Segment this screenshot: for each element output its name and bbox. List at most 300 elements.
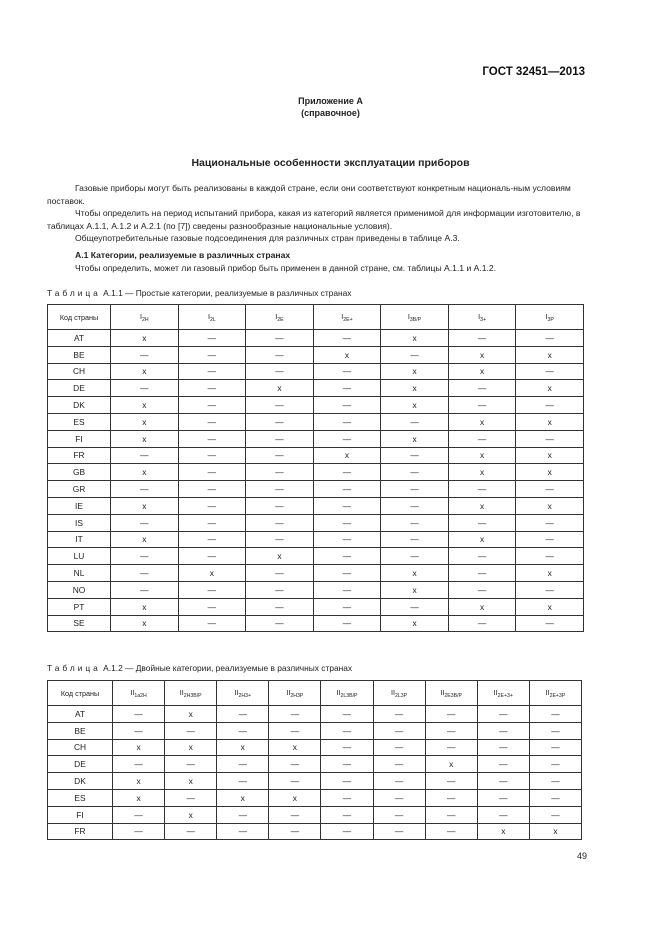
country-code: CH: [48, 739, 113, 756]
category-cell: x: [246, 548, 314, 565]
category-cell: —: [425, 773, 477, 790]
category-main: II: [179, 687, 184, 697]
country-code: FR: [48, 823, 113, 840]
category-subscript: 2E3B/P: [444, 692, 462, 699]
column-header: [113, 681, 165, 706]
category-subscript: 2H3B/P: [183, 692, 202, 699]
paragraph: Общеупотребительные газовые подсоединения для различных стран приведены в таблице А.3.: [75, 233, 460, 243]
category-cell: —: [516, 615, 584, 632]
category-main: II: [493, 687, 498, 697]
category-cell: —: [246, 581, 314, 598]
category-cell: x: [178, 565, 246, 582]
table-row: [48, 789, 582, 806]
country-code: BE: [48, 722, 113, 739]
appendix-heading: [0, 95, 661, 119]
category-cell: —: [477, 756, 529, 773]
category-main: I: [275, 311, 278, 321]
standard-number: ГОСТ 32451—2013: [482, 66, 585, 78]
category-cell: —: [269, 706, 321, 723]
table-row: [48, 581, 584, 598]
category-cell: —: [246, 514, 314, 531]
category-cell: —: [381, 464, 449, 481]
category-cell: —: [477, 706, 529, 723]
category-cell: —: [178, 447, 246, 464]
column-header: [516, 305, 584, 330]
category-subscript: 3B/P: [409, 316, 422, 323]
category-cell: —: [217, 756, 269, 773]
column-header: [313, 305, 381, 330]
category-main: I: [478, 311, 481, 321]
column-header: [477, 681, 529, 706]
category-cell: —: [321, 773, 373, 790]
category-cell: —: [516, 514, 584, 531]
table-row: [48, 363, 584, 380]
category-cell: x: [246, 380, 314, 397]
category-cell: x: [217, 789, 269, 806]
country-code: CH: [48, 363, 111, 380]
category-cell: x: [516, 565, 584, 582]
category-cell: x: [381, 363, 449, 380]
category-cell: —: [425, 739, 477, 756]
category-subscript: 2H3P: [290, 692, 304, 699]
category-cell: —: [178, 615, 246, 632]
category-cell: —: [529, 739, 581, 756]
category-cell: x: [381, 380, 449, 397]
category-cell: x: [516, 380, 584, 397]
table-row: [48, 531, 584, 548]
country-code: DE: [48, 380, 111, 397]
category-cell: —: [178, 481, 246, 498]
category-cell: x: [111, 330, 179, 347]
category-cell: —: [165, 722, 217, 739]
category-cell: —: [373, 706, 425, 723]
section-title: Национальные особенности эксплуатации приборов: [191, 157, 470, 169]
category-main: I: [545, 311, 548, 321]
category-cell: —: [217, 823, 269, 840]
table-row: [48, 565, 584, 582]
category-cell: —: [111, 380, 179, 397]
category-cell: —: [448, 581, 516, 598]
category-cell: —: [178, 430, 246, 447]
category-cell: x: [516, 447, 584, 464]
category-cell: x: [111, 397, 179, 414]
category-cell: x: [477, 823, 529, 840]
category-cell: —: [425, 722, 477, 739]
category-cell: —: [425, 823, 477, 840]
category-cell: —: [178, 330, 246, 347]
category-cell: —: [381, 531, 449, 548]
category-cell: —: [313, 330, 381, 347]
column-header: [448, 305, 516, 330]
category-cell: x: [313, 447, 381, 464]
table-row: [48, 615, 584, 632]
category-cell: —: [165, 823, 217, 840]
category-cell: —: [381, 346, 449, 363]
country-code: AT: [48, 330, 111, 347]
category-cell: —: [529, 806, 581, 823]
category-cell: —: [448, 380, 516, 397]
category-cell: —: [448, 548, 516, 565]
country-code: GR: [48, 481, 111, 498]
category-cell: —: [516, 481, 584, 498]
category-cell: —: [516, 397, 584, 414]
category-main: II: [545, 687, 550, 697]
category-cell: —: [178, 514, 246, 531]
simple-categories-table: [47, 304, 584, 632]
country-code: FI: [48, 806, 113, 823]
table-row: [48, 346, 584, 363]
category-cell: x: [516, 497, 584, 514]
country-code: DE: [48, 756, 113, 773]
subsection-text: Чтобы определить, может ли газовый прибор быть применен в данной стране, см. таблицы А.1.1 и А.1.2.: [75, 263, 497, 273]
category-cell: —: [269, 806, 321, 823]
category-subscript: 2H3+: [238, 692, 252, 699]
category-cell: —: [178, 581, 246, 598]
header-row: [48, 681, 582, 706]
category-cell: —: [246, 531, 314, 548]
category-cell: —: [529, 789, 581, 806]
category-cell: x: [516, 413, 584, 430]
country-code: PT: [48, 598, 111, 615]
column-header-country-code: Код страны: [48, 681, 113, 706]
category-cell: —: [246, 615, 314, 632]
category-cell: —: [381, 514, 449, 531]
category-cell: x: [529, 823, 581, 840]
category-cell: —: [111, 565, 179, 582]
country-code: ES: [48, 789, 113, 806]
country-code: BE: [48, 346, 111, 363]
category-cell: x: [448, 447, 516, 464]
category-cell: x: [217, 739, 269, 756]
category-cell: x: [313, 346, 381, 363]
category-cell: —: [516, 330, 584, 347]
category-cell: —: [246, 447, 314, 464]
category-cell: x: [381, 430, 449, 447]
category-cell: —: [529, 722, 581, 739]
category-cell: —: [113, 823, 165, 840]
category-cell: x: [448, 363, 516, 380]
category-subscript: 3+: [480, 316, 487, 323]
category-cell: —: [477, 789, 529, 806]
category-cell: —: [373, 773, 425, 790]
category-cell: —: [381, 481, 449, 498]
country-code: IT: [48, 531, 111, 548]
category-cell: —: [246, 598, 314, 615]
category-cell: —: [246, 430, 314, 447]
category-cell: —: [113, 756, 165, 773]
category-cell: —: [529, 756, 581, 773]
category-cell: —: [321, 823, 373, 840]
column-header: [217, 681, 269, 706]
category-cell: —: [178, 548, 246, 565]
page-number: 49: [576, 851, 587, 861]
category-cell: —: [246, 397, 314, 414]
category-cell: —: [448, 615, 516, 632]
category-cell: —: [313, 548, 381, 565]
category-subscript: 2L: [209, 316, 216, 323]
category-cell: —: [178, 497, 246, 514]
category-cell: —: [448, 330, 516, 347]
table-row: [48, 380, 584, 397]
category-cell: x: [448, 464, 516, 481]
category-cell: —: [178, 413, 246, 430]
category-cell: —: [313, 363, 381, 380]
category-main: I: [341, 311, 344, 321]
caption-text: А.1.2 — Двойные категории, реализуемые в различных странах: [103, 663, 353, 673]
table-row: [48, 773, 582, 790]
column-header: [269, 681, 321, 706]
category-cell: —: [246, 481, 314, 498]
table-row: [48, 598, 584, 615]
category-cell: x: [381, 615, 449, 632]
column-header: [381, 305, 449, 330]
category-cell: —: [516, 430, 584, 447]
category-main: II: [391, 687, 396, 697]
table-row: [48, 756, 582, 773]
category-cell: —: [373, 789, 425, 806]
table-row: [48, 447, 584, 464]
column-header: [165, 681, 217, 706]
category-cell: —: [448, 514, 516, 531]
category-cell: —: [178, 380, 246, 397]
country-code: AT: [48, 706, 113, 723]
country-code: IS: [48, 514, 111, 531]
table-row: [48, 722, 582, 739]
category-cell: —: [111, 548, 179, 565]
category-cell: x: [448, 531, 516, 548]
category-cell: x: [516, 346, 584, 363]
category-cell: —: [246, 413, 314, 430]
category-cell: —: [381, 497, 449, 514]
category-subscript: 2E+3P: [549, 692, 566, 699]
category-cell: x: [165, 806, 217, 823]
category-cell: —: [516, 581, 584, 598]
column-header: [425, 681, 477, 706]
category-cell: x: [111, 531, 179, 548]
category-cell: —: [516, 531, 584, 548]
category-cell: —: [321, 806, 373, 823]
category-cell: —: [246, 330, 314, 347]
category-subscript: 1a2H: [134, 692, 147, 699]
category-cell: —: [113, 706, 165, 723]
category-cell: —: [516, 548, 584, 565]
category-cell: —: [313, 514, 381, 531]
column-header: [321, 681, 373, 706]
category-cell: —: [448, 430, 516, 447]
double-categories-table: [47, 680, 582, 840]
table-row: [48, 706, 582, 723]
category-cell: —: [269, 722, 321, 739]
category-cell: —: [477, 722, 529, 739]
category-cell: —: [381, 447, 449, 464]
table-row: [48, 823, 582, 840]
category-cell: —: [269, 823, 321, 840]
category-cell: —: [425, 806, 477, 823]
category-cell: —: [373, 806, 425, 823]
category-cell: —: [111, 346, 179, 363]
category-cell: —: [425, 789, 477, 806]
category-cell: —: [529, 706, 581, 723]
category-cell: —: [313, 430, 381, 447]
table-row: [48, 413, 584, 430]
table-row: [48, 464, 584, 481]
category-cell: x: [269, 789, 321, 806]
category-subscript: 2E: [277, 316, 284, 323]
category-cell: —: [373, 722, 425, 739]
column-header: [246, 305, 314, 330]
category-cell: x: [381, 565, 449, 582]
country-code: LU: [48, 548, 111, 565]
category-cell: —: [111, 481, 179, 498]
category-cell: —: [217, 806, 269, 823]
category-cell: x: [111, 430, 179, 447]
category-cell: —: [313, 598, 381, 615]
category-cell: —: [381, 598, 449, 615]
table2-caption: [47, 663, 352, 673]
category-cell: —: [313, 397, 381, 414]
column-header: [178, 305, 246, 330]
category-cell: —: [246, 363, 314, 380]
column-header-country-code: Код страны: [48, 305, 111, 330]
category-cell: x: [111, 497, 179, 514]
category-cell: x: [113, 739, 165, 756]
category-cell: x: [448, 413, 516, 430]
category-cell: —: [425, 706, 477, 723]
country-code: FI: [48, 430, 111, 447]
category-cell: —: [111, 447, 179, 464]
category-cell: —: [313, 464, 381, 481]
category-cell: x: [165, 773, 217, 790]
category-cell: x: [516, 598, 584, 615]
category-cell: —: [321, 789, 373, 806]
category-cell: —: [178, 531, 246, 548]
category-cell: —: [448, 565, 516, 582]
category-cell: —: [313, 565, 381, 582]
category-main: II: [130, 687, 135, 697]
column-header: [111, 305, 179, 330]
category-cell: —: [373, 739, 425, 756]
category-cell: x: [381, 330, 449, 347]
category-subscript: 3P: [547, 316, 554, 323]
category-cell: —: [165, 789, 217, 806]
table-row: [48, 739, 582, 756]
caption-text: А.1.1 — Простые категории, реализуемые в различных странах: [103, 288, 352, 298]
category-cell: —: [313, 497, 381, 514]
category-cell: —: [373, 756, 425, 773]
category-cell: —: [178, 363, 246, 380]
category-cell: x: [165, 706, 217, 723]
category-cell: —: [448, 397, 516, 414]
category-cell: x: [448, 346, 516, 363]
category-cell: —: [313, 615, 381, 632]
category-cell: —: [113, 806, 165, 823]
category-cell: x: [381, 397, 449, 414]
country-code: IE: [48, 497, 111, 514]
category-cell: —: [269, 773, 321, 790]
category-main: II: [440, 687, 445, 697]
category-cell: —: [313, 380, 381, 397]
category-cell: —: [313, 531, 381, 548]
category-subscript: 2E+3+: [497, 692, 513, 699]
table-row: [48, 481, 584, 498]
category-main: II: [336, 687, 341, 697]
category-cell: —: [111, 514, 179, 531]
category-cell: x: [113, 789, 165, 806]
category-cell: —: [313, 481, 381, 498]
table1-caption: [47, 288, 351, 298]
category-cell: —: [321, 722, 373, 739]
country-code: SE: [48, 615, 111, 632]
category-cell: —: [178, 346, 246, 363]
category-cell: x: [269, 739, 321, 756]
category-cell: —: [178, 464, 246, 481]
category-cell: x: [448, 598, 516, 615]
category-cell: —: [165, 756, 217, 773]
category-subscript: 2H: [141, 316, 149, 323]
caption-word: Таблица: [47, 288, 101, 298]
category-cell: —: [477, 773, 529, 790]
category-cell: —: [321, 706, 373, 723]
category-cell: —: [381, 413, 449, 430]
category-main: I: [407, 311, 410, 321]
category-cell: —: [217, 722, 269, 739]
category-cell: —: [217, 706, 269, 723]
table-row: [48, 397, 584, 414]
country-code: DK: [48, 397, 111, 414]
category-cell: x: [425, 756, 477, 773]
table-row: [48, 514, 584, 531]
category-cell: x: [165, 739, 217, 756]
category-cell: —: [313, 413, 381, 430]
table-row: [48, 430, 584, 447]
country-code: NO: [48, 581, 111, 598]
category-cell: x: [111, 598, 179, 615]
header-row: [48, 305, 584, 330]
category-cell: —: [477, 739, 529, 756]
category-cell: x: [448, 497, 516, 514]
category-cell: x: [113, 773, 165, 790]
column-header: [373, 681, 425, 706]
category-cell: —: [113, 722, 165, 739]
column-header: [529, 681, 581, 706]
category-cell: x: [111, 413, 179, 430]
category-subscript: 2L3P: [395, 692, 408, 699]
category-cell: x: [516, 464, 584, 481]
category-cell: —: [313, 581, 381, 598]
category-cell: —: [321, 756, 373, 773]
appendix-note: (справочное): [301, 108, 360, 118]
category-cell: x: [381, 581, 449, 598]
category-cell: —: [246, 565, 314, 582]
category-cell: —: [448, 481, 516, 498]
category-cell: —: [246, 464, 314, 481]
category-cell: —: [529, 773, 581, 790]
category-cell: —: [269, 756, 321, 773]
category-cell: —: [477, 806, 529, 823]
caption-word: Таблица: [47, 663, 101, 673]
category-main: II: [234, 687, 239, 697]
category-cell: —: [178, 397, 246, 414]
category-cell: —: [178, 598, 246, 615]
category-cell: —: [373, 823, 425, 840]
country-code: GB: [48, 464, 111, 481]
category-cell: —: [111, 581, 179, 598]
category-main: I: [207, 311, 210, 321]
category-cell: —: [217, 773, 269, 790]
table-row: [48, 330, 584, 347]
category-cell: —: [321, 739, 373, 756]
category-cell: —: [381, 548, 449, 565]
